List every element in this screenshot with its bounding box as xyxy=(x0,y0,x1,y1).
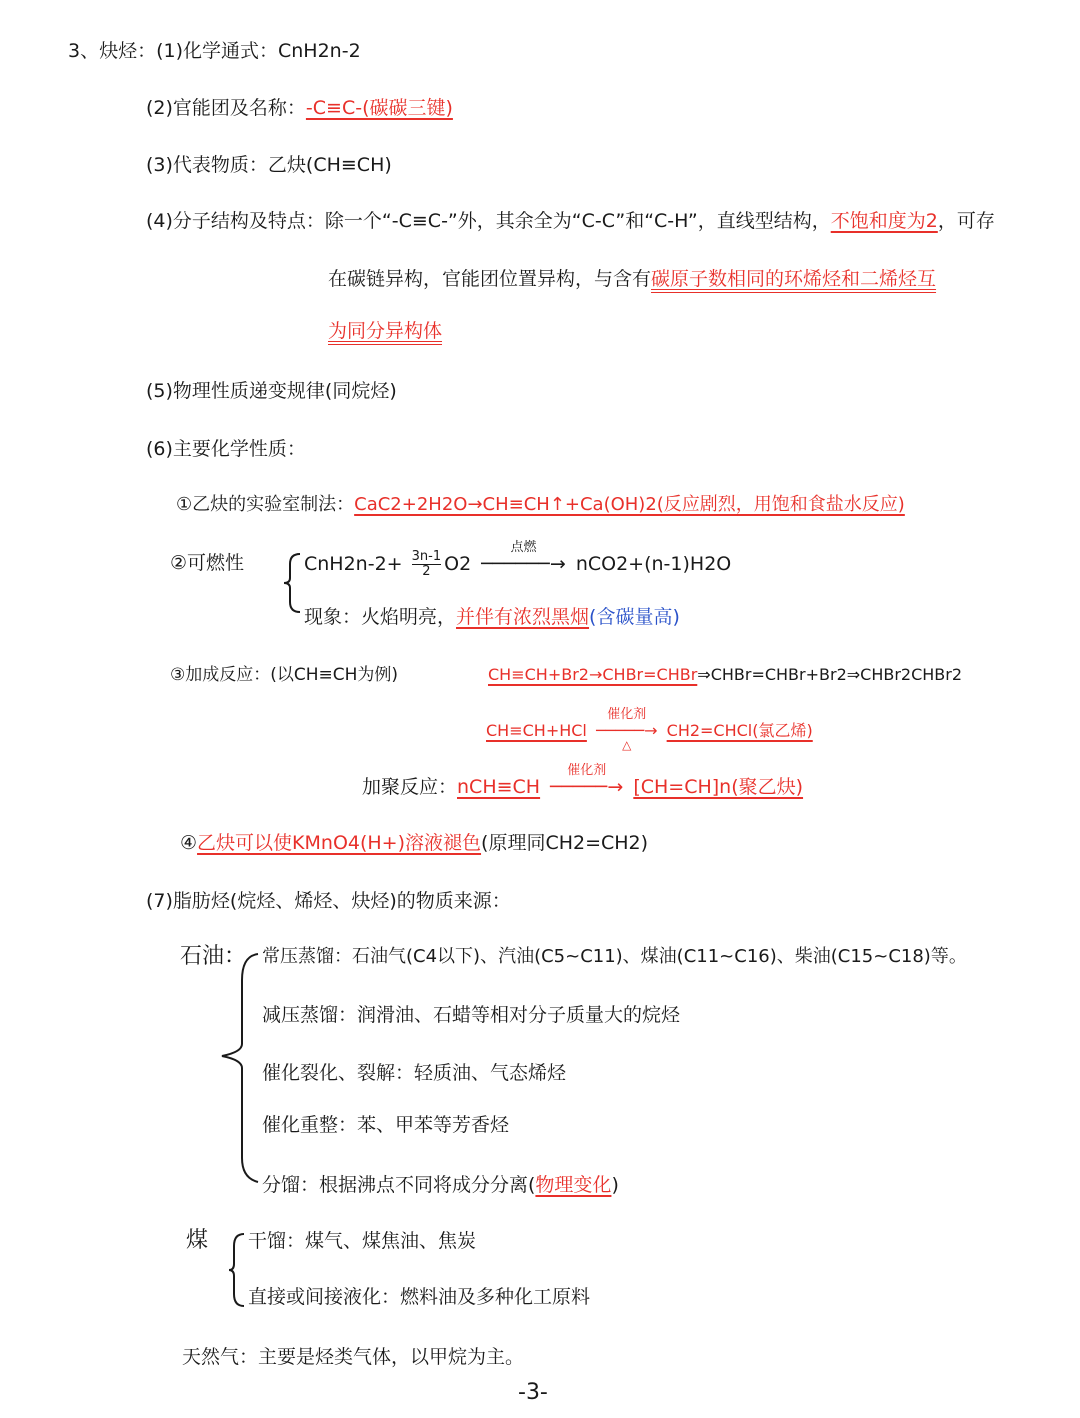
line-phenomenon xyxy=(304,604,680,630)
oil-reforming: 催化重整：苯、甲苯等芳香烃 xyxy=(262,1114,510,1136)
kmno4-note: (原理同CH2=CH2) xyxy=(481,832,649,854)
oil-brace xyxy=(218,952,262,1184)
line-physical: (5)物理性质递变规律(同烷烃) xyxy=(146,380,397,402)
polymerization-label: 加聚反应： xyxy=(362,776,458,798)
line-polymerization xyxy=(362,763,804,800)
line-alkyne-formula: 3、炔烃：(1)化学通式：CnH2n-2 xyxy=(68,40,361,62)
lab-prep-label: ①乙炔的实验室制法： xyxy=(176,494,355,515)
fractional-answer: 物理变化 xyxy=(535,1174,612,1196)
oxygen: O2 xyxy=(444,553,472,575)
functional-group-answer: -C≡C-(碳碳三键) xyxy=(305,97,453,119)
addition-step1: CH≡CH+Br2→CHBr=CHBr xyxy=(488,665,698,684)
hcl-product: CH2=CHCl(氯乙烯) xyxy=(666,721,813,740)
line-addition xyxy=(170,662,398,688)
kmno4-answer: 乙炔可以使KMnO4(H+)溶液褪色 xyxy=(197,832,482,854)
isomer-answer: 碳原子数相同的环烯烃和二烯烃互 xyxy=(651,268,937,290)
line-structure xyxy=(146,208,995,234)
polymer-product: [CH=CH]n(聚乙炔) xyxy=(633,776,804,798)
arrow-glyph: ─────→ xyxy=(550,776,624,798)
page-number: -3- xyxy=(518,1380,548,1405)
ignite-label: 点燃 xyxy=(510,540,537,555)
oil-atmospheric: 常压蒸馏：石油气(C4以下)、汽油(C5~C11)、煤油(C11~C16)、柴油(C15~C18)等。 xyxy=(262,946,967,967)
arrow-glyph: ──────→ xyxy=(481,553,566,575)
line-isomer xyxy=(328,266,936,292)
combustion-label: ②可燃性 xyxy=(170,552,245,574)
coal-brace xyxy=(228,1232,246,1308)
unsaturation-answer: 不饱和度为2 xyxy=(830,210,938,232)
structure-text-end: ，可存 xyxy=(937,210,995,232)
coal-label: 煤 xyxy=(186,1228,209,1253)
combustion-fraction xyxy=(412,550,441,579)
fraction-numerator: 3n-1 xyxy=(411,549,442,564)
fractional-text: 分馏：根据沸点不同将成分分离( xyxy=(262,1174,536,1196)
line-sources: (7)脂肪烃(烷烃、烯烃、炔烃)的物质来源： xyxy=(146,890,511,912)
line-hcl-addition xyxy=(486,707,813,752)
oil-vacuum: 减压蒸馏：润滑油、石蜡等相对分子质量大的烷烃 xyxy=(262,1004,681,1026)
addition-equations xyxy=(488,662,962,688)
fractional-end: ) xyxy=(611,1174,619,1196)
line-kmno4 xyxy=(180,830,648,856)
isomer-text: 在碳链异构，官能团位置异构，与含有 xyxy=(328,268,652,290)
oil-cracking: 催化裂化、裂解：轻质油、气态烯烃 xyxy=(262,1062,567,1084)
phenomenon-answer: 并伴有浓烈黑烟 xyxy=(456,606,590,628)
heat-label: △ xyxy=(622,738,632,752)
combustion-equation xyxy=(304,540,732,579)
phenomenon-label: 现象：火焰明亮， xyxy=(304,606,457,628)
oil-label: 石油： xyxy=(180,944,247,969)
addition-step2: ⇒CHBr=CHBr+Br2⇒CHBr2CHBr2 xyxy=(697,665,963,684)
ignite-arrow xyxy=(481,540,566,577)
line-combustion xyxy=(170,550,244,576)
coal-liquefaction: 直接或间接液化：燃料油及多种化工原料 xyxy=(248,1286,591,1308)
poly-catalyst-arrow xyxy=(550,763,624,800)
line-chemical: (6)主要化学性质： xyxy=(146,438,306,460)
lab-prep-equation: CaC2+2H2O→CH≡CH↑+Ca(OH)2(反应剧烈，用饱和食盐水反应) xyxy=(354,494,905,515)
line-isomer-end: 为同分异构体 xyxy=(328,320,443,342)
poly-catalyst-label: 催化剂 xyxy=(567,763,607,778)
kmno4-num: ④ xyxy=(180,832,198,854)
line-representative: (3)代表物质：乙炔(CH≡CH) xyxy=(146,154,392,176)
coal-distillation: 干馏：煤气、煤焦油、焦炭 xyxy=(248,1230,477,1252)
combustion-reactant: CnH2n-2+ xyxy=(304,553,403,575)
structure-text: (4)分子结构及特点：除一个“-C≡C-”外，其余全为“C-C”和“C-H”，直线型结构， xyxy=(146,210,831,232)
line-lab-prep xyxy=(176,492,905,518)
phenomenon-note: (含碳量高) xyxy=(589,606,680,628)
combustion-products: nCO2+(n-1)H2O xyxy=(575,553,732,575)
catalyst-label: 催化剂 xyxy=(607,707,647,722)
oil-fractional xyxy=(262,1172,619,1198)
polymer-reactant: nCH≡CH xyxy=(457,776,541,798)
arrow-glyph: ─────→ xyxy=(595,721,658,740)
natural-gas: 天然气：主要是烃类气体，以甲烷为主。 xyxy=(182,1346,525,1368)
fraction-denominator: 2 xyxy=(422,564,431,579)
combustion-brace xyxy=(282,552,304,614)
hcl-reactant: CH≡CH+HCl xyxy=(486,721,587,740)
line-functional-group xyxy=(146,95,453,121)
catalyst-arrow xyxy=(595,707,658,752)
functional-group-label: (2)官能团及名称： xyxy=(146,97,306,119)
addition-label: ③加成反应：(以CH≡CH为例) xyxy=(170,665,399,685)
